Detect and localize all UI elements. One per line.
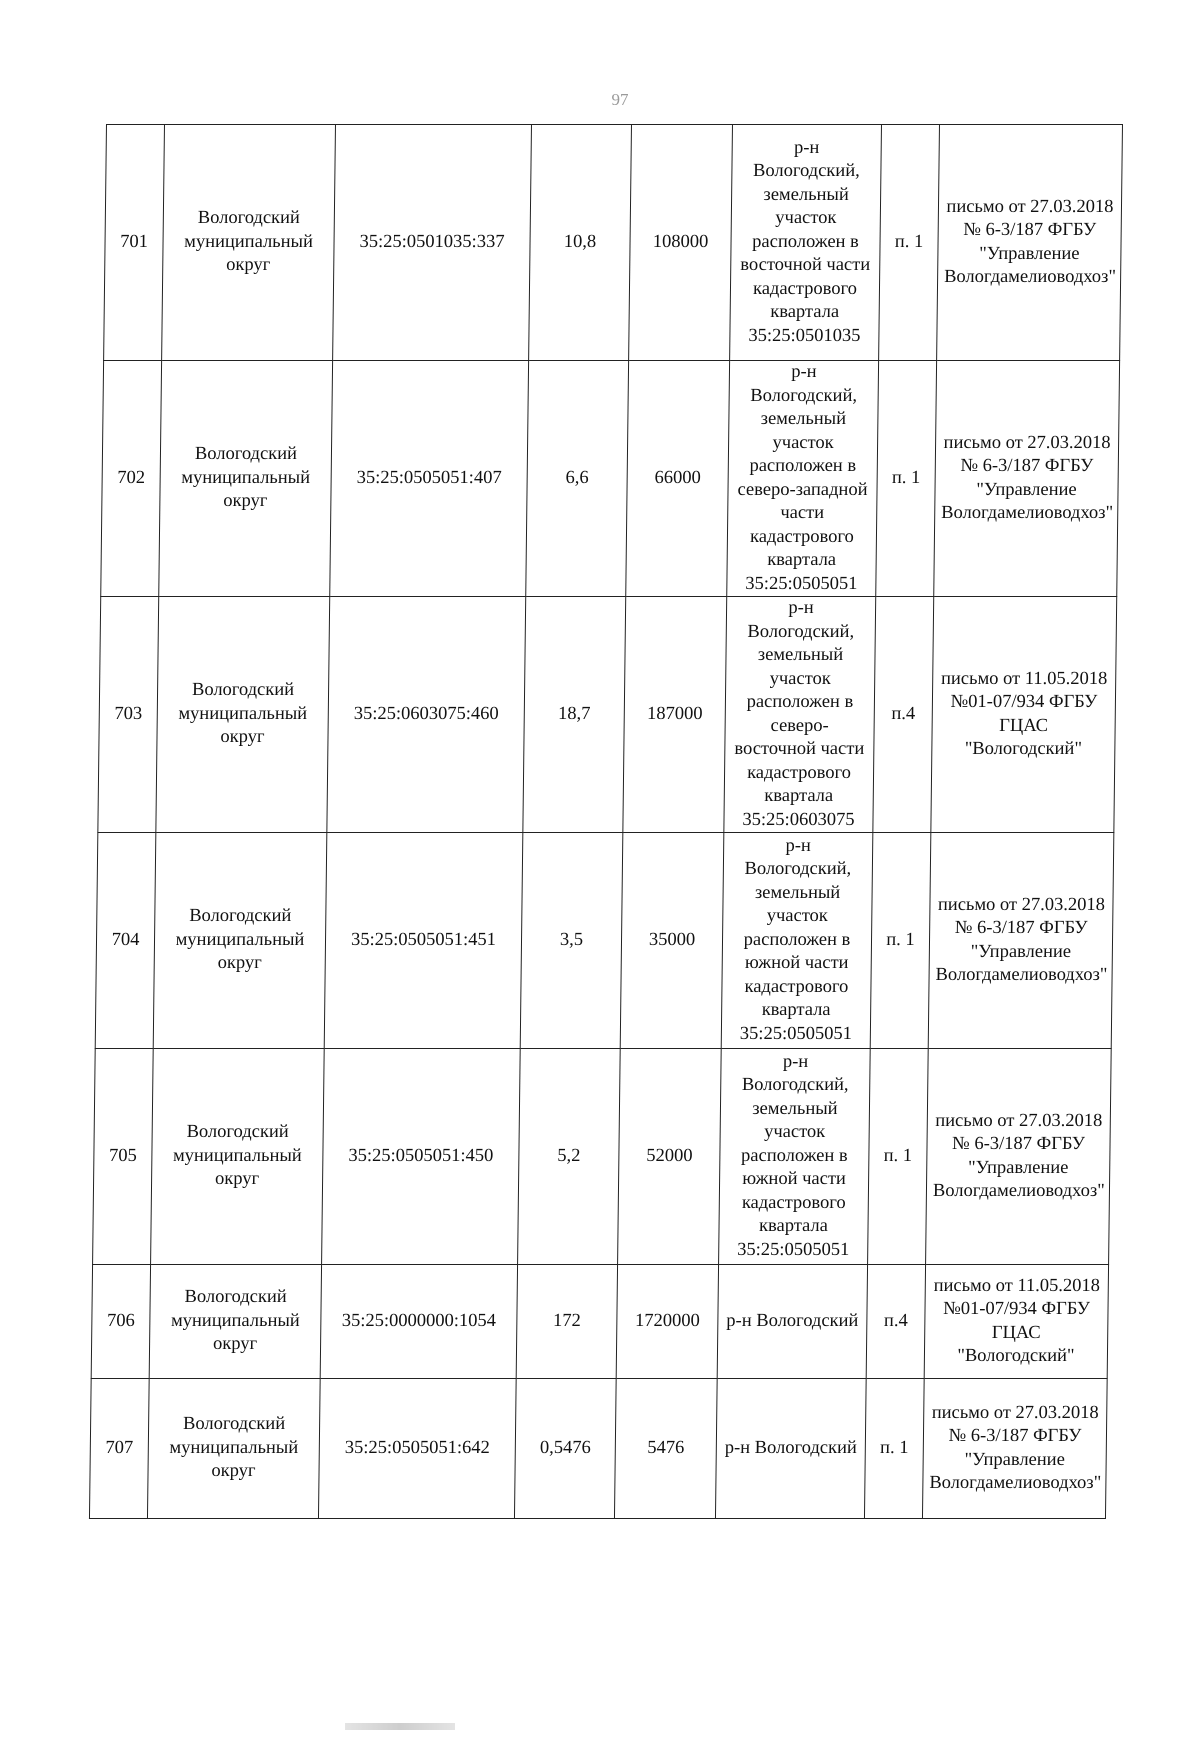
table-row xyxy=(95,833,1114,1049)
location-cell: р-н Вологодский xyxy=(717,1265,867,1379)
square-cell: 35000 xyxy=(620,833,724,1049)
document-cell: письмо от 27.03.2018 № 6-3/187 ФГБУ "Управление Вологдамелиоводхоз" xyxy=(937,125,1123,361)
table-row xyxy=(104,125,1123,361)
document-cell: письмо от 11.05.2018 №01-07/934 ФГБУ ГЦАС "Вологодский" xyxy=(924,1265,1108,1379)
location-cell: р-н Вологодский, земельный участок расположен в восточной части кадастрового квартала 35:25:0501035 xyxy=(730,125,882,361)
cadastral-number-cell: 35:25:0000000:1054 xyxy=(320,1265,517,1379)
cadastral-number-cell: 35:25:0505051:642 xyxy=(318,1379,516,1519)
point-cell: п.4 xyxy=(873,597,934,833)
cadastral-number-cell: 35:25:0505051:407 xyxy=(330,361,529,597)
municipality-cell: Вологодский муниципальный округ xyxy=(159,361,333,597)
cadastral-number-cell: 35:25:0603075:460 xyxy=(327,597,526,833)
row-number: 704 xyxy=(95,833,156,1049)
row-number: 703 xyxy=(98,597,159,833)
location-cell: р-н Вологодский, земельный участок расположен в северо-восточной части кадастрового квартала 35:25:0603075 xyxy=(724,597,876,833)
cadastral-number-cell: 35:25:0501035:337 xyxy=(333,125,532,361)
municipality-cell: Вологодский муниципальный округ xyxy=(156,597,330,833)
table-row xyxy=(98,597,1117,833)
document-cell: письмо от 27.03.2018 № 6-3/187 ФГБУ "Управление Вологдамелиоводхоз" xyxy=(922,1379,1107,1519)
page-number: 97 xyxy=(611,90,629,109)
row-number: 706 xyxy=(91,1265,150,1379)
square-cell: 5476 xyxy=(614,1379,717,1519)
area-cell: 10,8 xyxy=(529,125,632,361)
area-cell: 18,7 xyxy=(523,597,626,833)
row-number: 705 xyxy=(93,1049,154,1265)
table-row xyxy=(89,1379,1107,1519)
table-row xyxy=(101,361,1120,597)
table-row xyxy=(93,1049,1112,1265)
municipality-cell: Вологодский муниципальный округ xyxy=(147,1379,320,1519)
point-cell: п. 1 xyxy=(876,361,937,597)
location-cell: р-н Вологодский, земельный участок расположен в южной части кадастрового квартала 35:25:0505051 xyxy=(719,1049,871,1265)
document-cell: письмо от 27.03.2018 № 6-3/187 ФГБУ "Управление Вологдамелиоводхоз" xyxy=(934,361,1120,597)
point-cell: п.4 xyxy=(866,1265,925,1379)
area-cell: 6,6 xyxy=(526,361,629,597)
point-cell: п. 1 xyxy=(879,125,940,361)
location-cell: р-н Вологодский, земельный участок расположен в северо-западной части кадастрового квартала 35:25:0505051 xyxy=(727,361,879,597)
municipality-cell: Вологодский муниципальный округ xyxy=(151,1049,325,1265)
area-cell: 0,5476 xyxy=(514,1379,616,1519)
square-cell: 108000 xyxy=(629,125,733,361)
cadastral-number-cell: 35:25:0505051:451 xyxy=(324,833,523,1049)
square-cell: 52000 xyxy=(618,1049,722,1265)
document-cell: письмо от 11.05.2018 №01-07/934 ФГБУ ГЦАС "Вологодский" xyxy=(931,597,1117,833)
document-cell: письмо от 27.03.2018 № 6-3/187 ФГБУ "Управление Вологдамелиоводхоз" xyxy=(928,833,1114,1049)
municipality-cell: Вологодский муниципальный округ xyxy=(153,833,327,1049)
location-cell: р-н Вологодский xyxy=(715,1379,866,1519)
area-cell: 3,5 xyxy=(520,833,623,1049)
table-row xyxy=(91,1265,1108,1379)
point-cell: п. 1 xyxy=(870,833,931,1049)
row-number: 702 xyxy=(101,361,162,597)
point-cell: п. 1 xyxy=(864,1379,924,1519)
municipality-cell: Вологодский муниципальный округ xyxy=(162,125,336,361)
row-number: 701 xyxy=(104,125,165,361)
cadastral-number-cell: 35:25:0505051:450 xyxy=(322,1049,521,1265)
square-cell: 66000 xyxy=(626,361,730,597)
square-cell: 187000 xyxy=(623,597,727,833)
land-plots-table xyxy=(89,124,1123,1519)
row-number: 707 xyxy=(89,1379,149,1519)
scan-artifact xyxy=(345,1723,455,1730)
document-cell: письмо от 27.03.2018 № 6-3/187 ФГБУ "Управление Вологдамелиоводхоз" xyxy=(926,1049,1112,1265)
area-cell: 5,2 xyxy=(518,1049,621,1265)
area-cell: 172 xyxy=(516,1265,617,1379)
location-cell: р-н Вологодский, земельный участок расположен в южной части кадастрового квартала 35:25:0505051 xyxy=(721,833,873,1049)
square-cell: 1720000 xyxy=(616,1265,718,1379)
point-cell: п. 1 xyxy=(868,1049,929,1265)
municipality-cell: Вологодский муниципальный округ xyxy=(149,1265,321,1379)
